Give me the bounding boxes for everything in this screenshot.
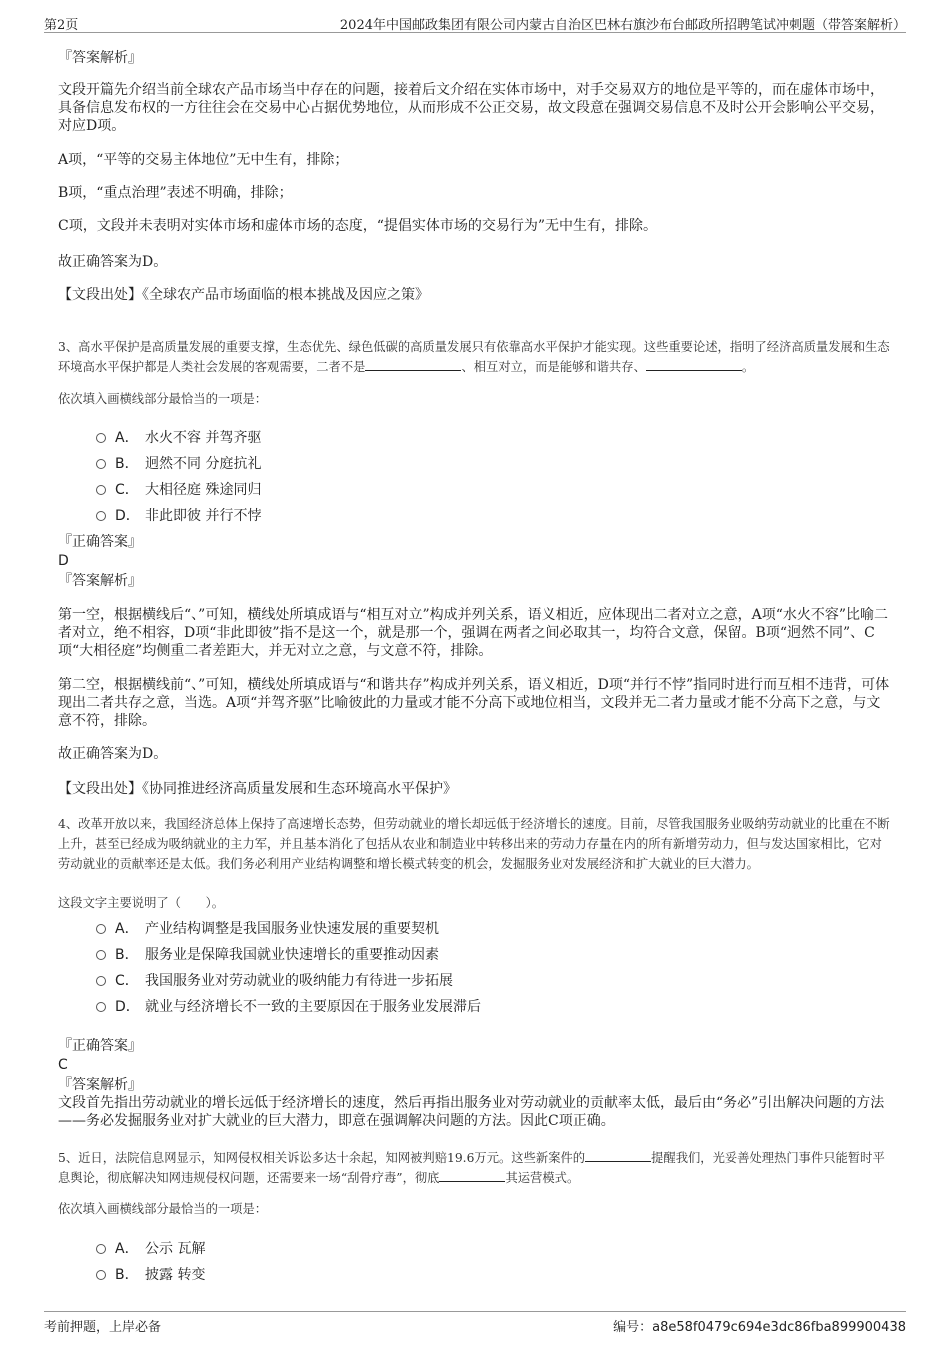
- option-text: 就业与经济增长不一致的主要原因在于服务业发展滞后: [145, 999, 481, 1015]
- q3-stem-part2: 、相互对立，而是能够和谐共存、: [461, 360, 646, 374]
- option-text: 公示 瓦解: [145, 1241, 206, 1257]
- q3-conclusion: 故正确答案为D。: [58, 746, 168, 762]
- q2-source: 【文段出处】《全球农产品市场面临的根本挑战及因应之策》: [58, 287, 429, 303]
- q5-stem-part3: 其运营模式。: [505, 1171, 580, 1185]
- q4-question: 这段文字主要说明了（ ）。: [58, 896, 225, 910]
- q5-blank-2: [439, 1169, 505, 1182]
- option-letter: A．: [115, 1241, 139, 1257]
- q4-option-b[interactable]: [96, 944, 439, 964]
- q3-answer: D: [58, 553, 69, 569]
- radio-button-icon[interactable]: [96, 511, 106, 521]
- q3-stem: [58, 337, 894, 377]
- option-letter: B．: [115, 456, 139, 472]
- q4-analysis-label: 『答案解析』: [58, 1077, 142, 1093]
- radio-button-icon[interactable]: [96, 1270, 106, 1280]
- q3-prompt: 依次填入画横线部分最恰当的一项是：: [58, 392, 268, 406]
- option-letter: D．: [115, 999, 140, 1015]
- q4-stem: 4、改革开放以来，我国经济总体上保持了高速增长态势，但劳动就业的增长却远低于经济增长的速度。目前，尽管我国服务业吸纳劳动就业的比重在不断上升，甚至已经成为吸纳就业的主力军，并且基本消化了包括从农业和制造业中转移出来的劳动力存量在内的所有新增劳动力，但与发达国家相比，它对劳动就业的贡献率还是太低。我们务必利用产业结构调整和增长模式转变的机会，发掘服务业对发展经济和扩大就业的巨大潜力。: [58, 817, 890, 871]
- q5-stem-part2: 提醒我们，光妥善处理热门事件只能暂时平息舆论，彻底解决知网违规侵权问题，还需要来一场“刮骨疗毒”，彻底: [58, 1151, 885, 1185]
- document-id-value: a8e58f0479c694e3dc86fba899900438: [652, 1320, 906, 1335]
- option-text: 非此即彼 并行不悖: [145, 508, 262, 524]
- q5-option-b[interactable]: [96, 1264, 205, 1284]
- option-text: 产业结构调整是我国服务业快速发展的重要契机: [145, 921, 439, 937]
- page-number: 第2页: [44, 18, 79, 33]
- q2-analysis-option-a: A项，“平等的交易主体地位”无中生有，排除；: [58, 152, 349, 168]
- q2-analysis-paragraph: 文段开篇先介绍当前全球农产品市场当中存在的问题，接着后文介绍在实体市场中，对手交易双方的地位是平等的，而在虚体市场中，具备信息发布权的一方往往会在交易中心占据优势地位，从而形成不公正交易，故文段意在强调交易信息不及时公开会影响公平交易，对应D项。: [58, 82, 884, 134]
- page-header: [44, 12, 906, 33]
- q3-option-c[interactable]: [96, 479, 261, 499]
- q3-stem-part1: 3、高水平保护是高质量发展的重要支撑，生态优先、绿色低碳的高质量发展只有依靠高水平保护才能实现。这些重要论述，指明了经济高质量发展和生态环境高水平保护都是人类社会发展的客观需要，二者不是: [58, 340, 890, 374]
- radio-button-icon[interactable]: [96, 485, 106, 495]
- q4-option-a[interactable]: [96, 918, 439, 938]
- radio-button-icon[interactable]: [96, 924, 106, 934]
- radio-button-icon[interactable]: [96, 1244, 106, 1254]
- option-text: 水火不容 并驾齐驱: [145, 430, 262, 446]
- page-footer: [44, 1311, 906, 1334]
- option-text: 我国服务业对劳动就业的吸纳能力有待进一步拓展: [145, 973, 453, 989]
- q3-blank-1: [365, 358, 461, 371]
- q3-stem-part3: 。: [741, 360, 755, 374]
- option-letter: D．: [115, 508, 140, 524]
- document-id: [613, 1316, 906, 1335]
- q4-analysis: 文段首先指出劳动就业的增长远低于经济增长的速度，然后再指出服务业对劳动就业的贡献率太低，最后由“务必”引出解决问题的方法——务必发掘服务业对扩大就业的巨大潜力，即意在强调解决问题的方法。因此C项正确。: [58, 1095, 885, 1129]
- q5-stem-part1: 5、近日，法院信息网显示，知网侵权相关诉讼多达十余起，知网被判赔19.6万元。这些新案件的: [58, 1151, 586, 1165]
- q3-analysis-paragraph-1: 第一空，根据横线后“、”可知，横线处所填成语与“相互对立”构成并列关系，语义相近，应体现出二者对立之意，A项“水火不容”比喻二者对立，绝不相容，D项“非此即彼”指不是这一个，就是那一个，强调在两者之间必取其一，均符合文意，保留。B项“迥然不同”、C项“大相径庭”均侧重二者差距大，并无对立之意，与文意不符，排除。: [58, 607, 889, 659]
- document-id-label: 编号：: [613, 1320, 653, 1335]
- q3-blank-2: [646, 358, 742, 371]
- radio-button-icon[interactable]: [96, 459, 106, 469]
- q4-answer: C: [58, 1057, 68, 1073]
- radio-button-icon[interactable]: [96, 950, 106, 960]
- q2-analysis-label: 『答案解析』: [58, 50, 142, 66]
- q4-answer-label: 『正确答案』: [58, 1038, 142, 1054]
- option-text: 迥然不同 分庭抗礼: [145, 456, 262, 472]
- radio-button-icon[interactable]: [96, 433, 106, 443]
- q3-option-b[interactable]: [96, 453, 261, 473]
- option-letter: A．: [115, 430, 139, 446]
- q4-option-c[interactable]: [96, 970, 453, 990]
- q3-option-a[interactable]: [96, 427, 261, 447]
- option-letter: C．: [115, 482, 139, 498]
- option-letter: B．: [115, 1267, 139, 1283]
- q3-source: 【文段出处】《协同推进经济高质量发展和生态环境高水平保护》: [58, 781, 457, 797]
- radio-button-icon[interactable]: [96, 976, 106, 986]
- option-text: 披露 转变: [145, 1267, 206, 1283]
- q2-conclusion: 故正确答案为D。: [58, 254, 168, 270]
- q5-prompt: 依次填入画横线部分最恰当的一项是：: [58, 1202, 268, 1216]
- q2-analysis-option-b: B项，“重点治理”表述不明确，排除；: [58, 185, 293, 201]
- q5-blank-1: [585, 1149, 651, 1162]
- option-letter: C．: [115, 973, 139, 989]
- q4-option-d[interactable]: [96, 996, 481, 1016]
- q3-analysis-label: 『答案解析』: [58, 573, 142, 589]
- q2-analysis-option-c: C项，文段并未表明对实体市场和虚体市场的态度，“提倡实体市场的交易行为”无中生有，排除。: [58, 218, 658, 234]
- radio-button-icon[interactable]: [96, 1002, 106, 1012]
- footer-slogan: 考前押题，上岸必备: [44, 1320, 162, 1335]
- q3-analysis-paragraph-2: 第二空，根据横线前“、”可知，横线处所填成语与“和谐共存”构成并列关系，语义相近，D项“并行不悖”指同时进行而互相不违背，可体现出二者共存之意，当选。A项“并驾齐驱”比喻彼此的力量或才能不分高下或地位相当，文段并无二者力量或才能不分高下之意，与文意不符，排除。: [58, 677, 890, 729]
- q3-option-d[interactable]: [96, 505, 261, 525]
- document-title: 2024年中国邮政集团有限公司内蒙古自治区巴林右旗沙布台邮政所招聘笔试冲刺题（带答案解析）: [339, 18, 906, 33]
- option-text: 服务业是保障我国就业快速增长的重要推动因素: [145, 947, 439, 963]
- option-letter: B．: [115, 947, 139, 963]
- option-letter: A．: [115, 921, 139, 937]
- q5-option-a[interactable]: [96, 1238, 205, 1258]
- q5-stem: [58, 1148, 894, 1188]
- option-text: 大相径庭 殊途同归: [145, 482, 262, 498]
- q3-answer-label: 『正确答案』: [58, 534, 142, 550]
